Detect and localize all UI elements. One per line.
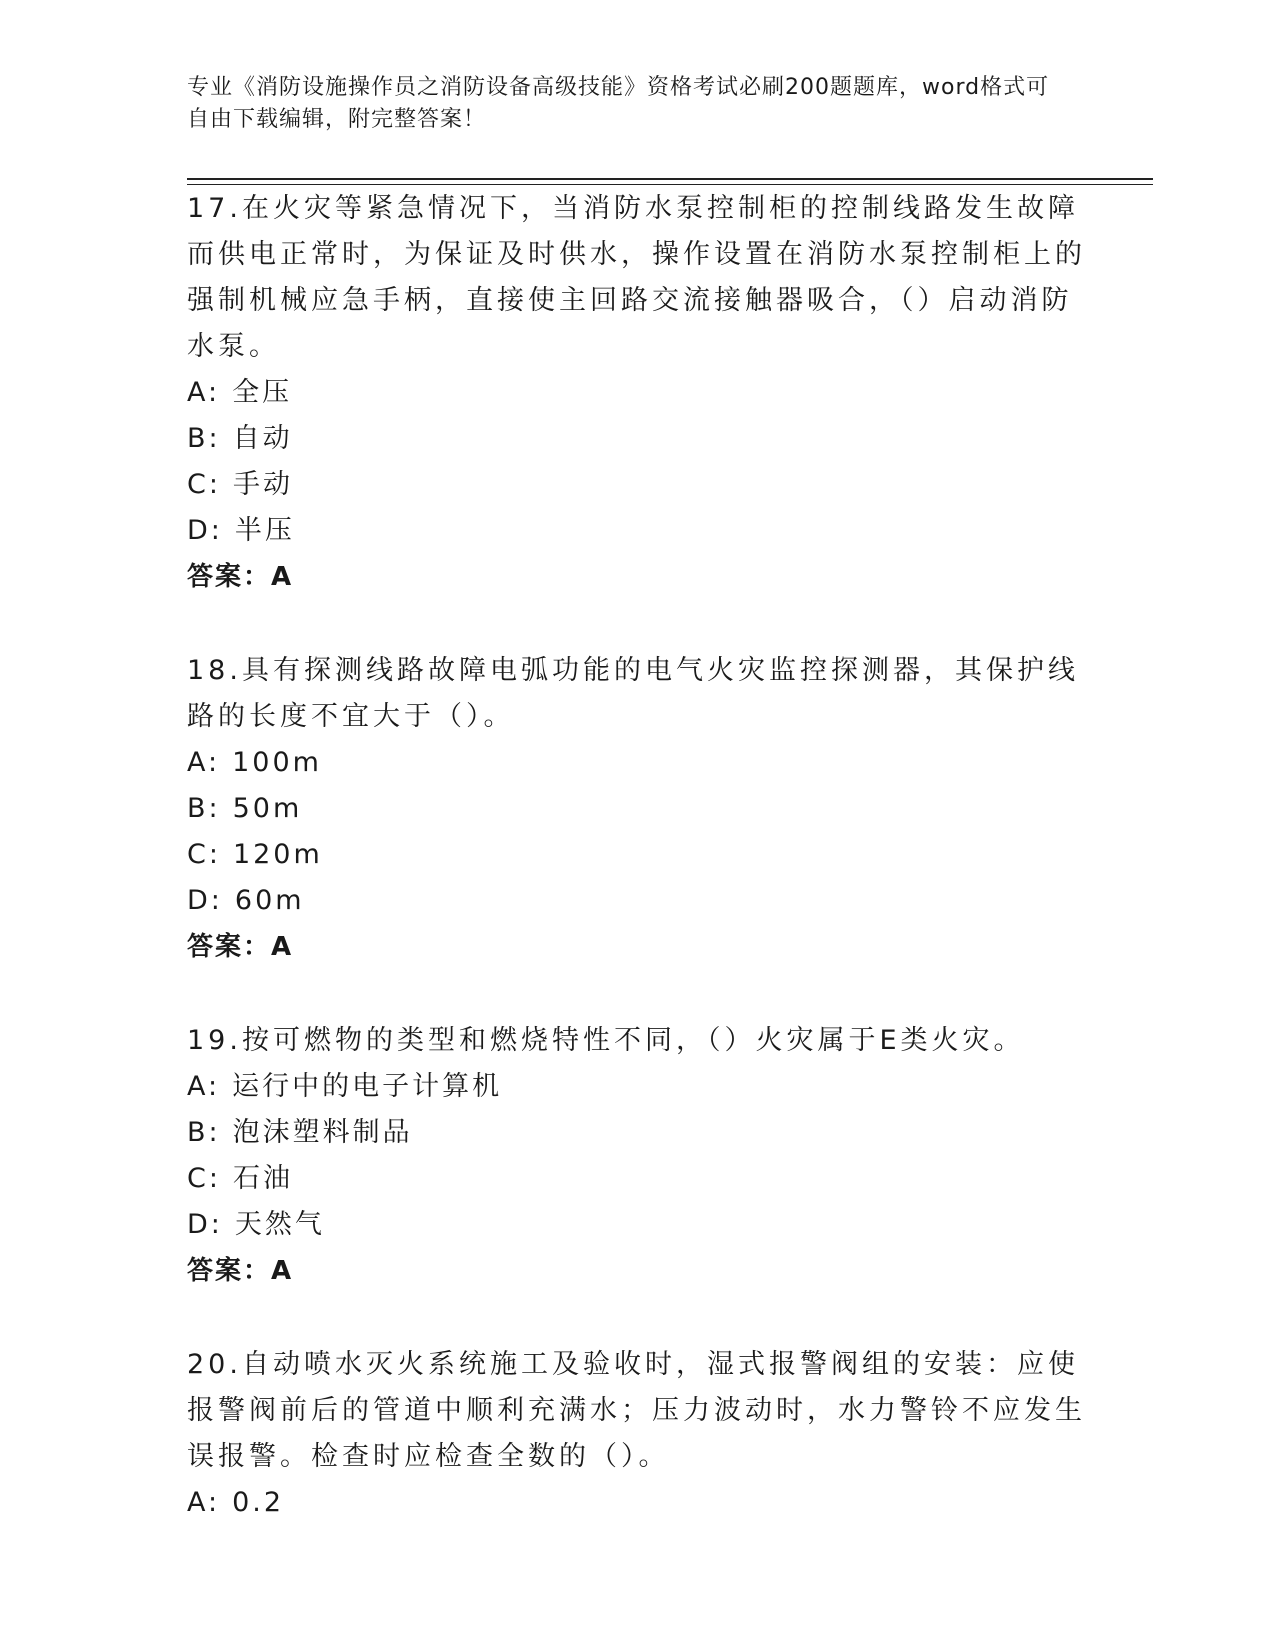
question-list: [187, 186, 1087, 1574]
document-header: 专业《消防设施操作员之消防设备高级技能》资格考试必刷200题题库，word格式可自由下载编辑，附完整答案！: [187, 75, 1050, 132]
question-17: [187, 186, 1087, 600]
question-text: 19.按可燃物的类型和燃烧特性不同，（）火灾属于E类火灾。: [187, 1025, 1025, 1056]
option-d: D: 半压: [187, 515, 295, 546]
option-a: A: 运行中的电子计算机: [187, 1071, 503, 1102]
header-rule: [187, 178, 1153, 180]
option-d: D: 60m: [187, 885, 305, 916]
question-text: 20.自动喷水灭火系统施工及验收时，湿式报警阀组的安装：应使报警阀前后的管道中顺利充满水；压力波动时，水力警铃不应发生误报警。检查时应检查全数的（）。: [187, 1349, 1086, 1472]
answer-label: 答案：A: [187, 1256, 294, 1286]
question-20: [187, 1342, 1087, 1526]
option-a: A: 100m: [187, 747, 322, 778]
answer-label: 答案：A: [187, 562, 294, 592]
option-b: B: 自动: [187, 423, 293, 454]
option-c: C: 手动: [187, 469, 293, 500]
answer-label: 答案：A: [187, 932, 294, 962]
option-c: C: 120m: [187, 839, 323, 870]
option-d: D: 天然气: [187, 1209, 325, 1240]
question-text: 18.具有探测线路故障电弧功能的电气火灾监控探测器，其保护线路的长度不宜大于（）。: [187, 655, 1079, 732]
option-c: C: 石油: [187, 1163, 293, 1194]
option-b: B: 泡沫塑料制品: [187, 1117, 413, 1148]
option-a: A: 0.2: [187, 1487, 285, 1518]
question-19: [187, 1018, 1087, 1294]
header-rule-thin: [187, 184, 1153, 185]
option-b: B: 50m: [187, 793, 303, 824]
question-text: 17.在火灾等紧急情况下，当消防水泵控制柜的控制线路发生故障而供电正常时，为保证及时供水，操作设置在消防水泵控制柜上的强制机械应急手柄，直接使主回路交流接触器吸合，（）启动消防水泵。: [187, 193, 1086, 362]
option-a: A: 全压: [187, 377, 293, 408]
question-18: [187, 648, 1087, 970]
